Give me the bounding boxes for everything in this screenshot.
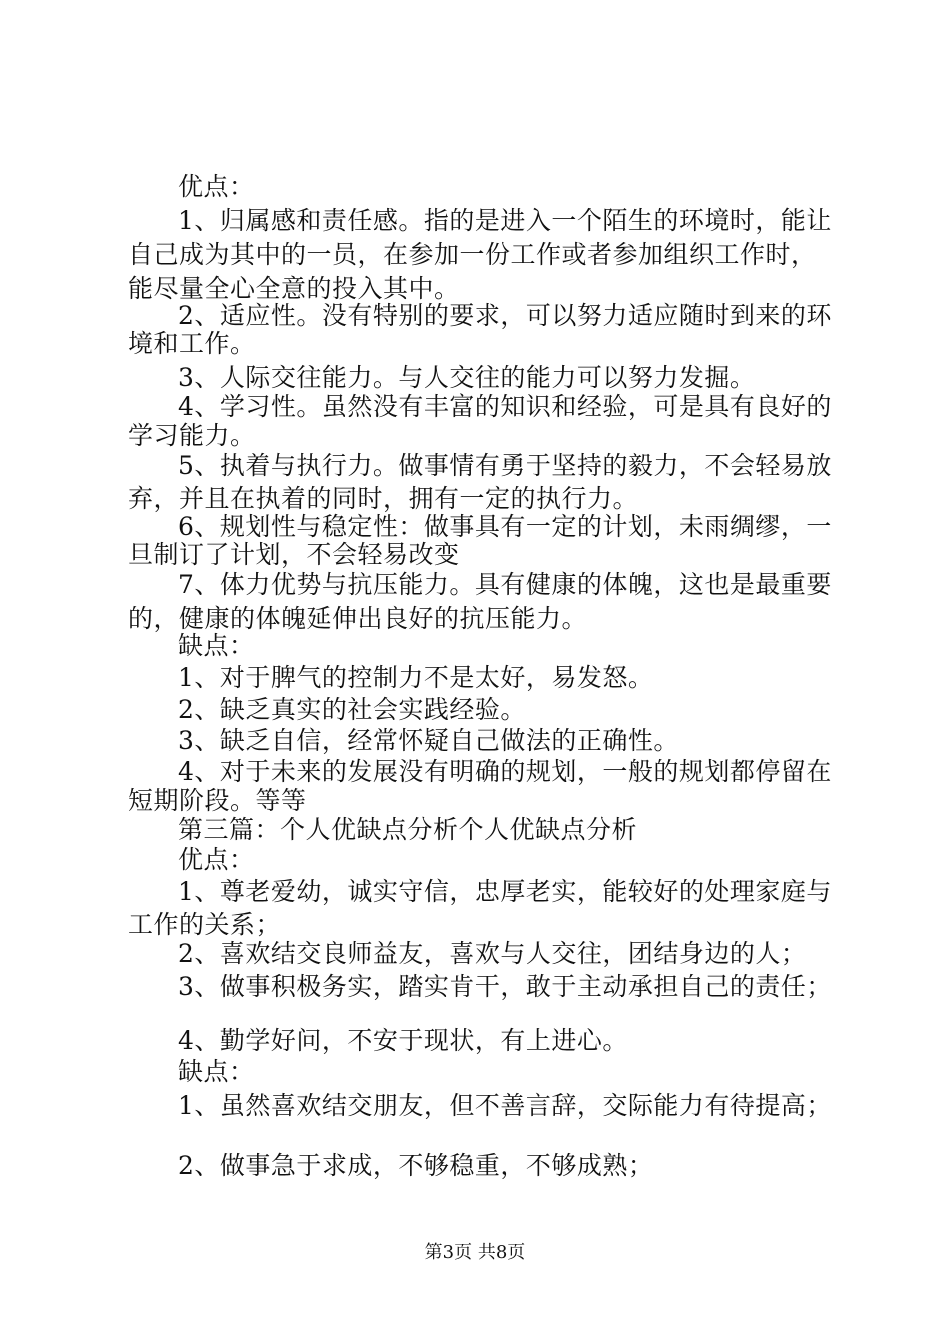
page-footer: 第3页 共8页 [424, 1242, 526, 1263]
text-line: 1、归属感和责任感。指的是进入一个陌生的环境时，能让 [178, 206, 832, 235]
text-line: 的，健康的体魄延伸出良好的抗压能力。 [128, 604, 588, 633]
text-line: 2、做事急于求成，不够稳重，不够成熟； [178, 1151, 654, 1180]
text-line: 缺点： [178, 631, 255, 660]
text-line: 境和工作。 [128, 329, 256, 358]
text-line: 弃，并且在执着的同时，拥有一定的执行力。 [128, 484, 639, 513]
text-line: 工作的关系； [128, 910, 282, 939]
text-line: 缺点： [178, 1057, 255, 1086]
text-line: 优点： [178, 845, 255, 874]
text-line: 4、学习性。虽然没有丰富的知识和经验，可是具有良好的 [178, 392, 832, 421]
text-line: 能尽量全心全意的投入其中。 [128, 274, 460, 303]
text-line: 4、勤学好问，不安于现状，有上进心。 [178, 1026, 628, 1055]
text-line: 3、做事积极务实，踏实肯干，敢于主动承担自己的责任； [178, 972, 832, 1001]
text-line: 7、体力优势与抗压能力。具有健康的体魄，这也是最重要 [178, 570, 832, 599]
text-line: 自己成为其中的一员，在参加一份工作或者参加组织工作时， [128, 240, 817, 269]
text-line: 优点： [178, 172, 255, 201]
text-line: 1、虽然喜欢结交朋友，但不善言辞，交际能力有待提高； [178, 1091, 832, 1120]
text-line: 5、执着与执行力。做事情有勇于坚持的毅力，不会轻易放 [178, 451, 832, 480]
text-line: 2、缺乏真实的社会实践经验。 [178, 695, 526, 724]
text-line: 6、规划性与稳定性：做事具有一定的计划，未雨绸缪，一 [178, 512, 832, 541]
text-line: 4、对于未来的发展没有明确的规划，一般的规划都停留在 [178, 757, 832, 786]
text-line: 2、适应性。没有特别的要求，可以努力适应随时到来的环 [178, 301, 832, 330]
text-line: 1、尊老爱幼，诚实守信，忠厚老实，能较好的处理家庭与 [178, 877, 832, 906]
text-line: 短期阶段。等等 [128, 786, 307, 815]
text-line: 1、对于脾气的控制力不是太好，易发怒。 [178, 663, 654, 692]
text-line: 2、喜欢结交良师益友，喜欢与人交往，团结身边的人； [178, 939, 807, 968]
text-line: 旦制订了计划，不会轻易改变 [128, 540, 460, 569]
text-line: 3、缺乏自信，经常怀疑自己做法的正确性。 [178, 726, 679, 755]
text-line: 学习能力。 [128, 421, 256, 450]
section-heading: 第三篇：个人优缺点分析个人优缺点分析 [178, 815, 638, 844]
text-line: 3、人际交往能力。与人交往的能力可以努力发掘。 [178, 363, 756, 392]
